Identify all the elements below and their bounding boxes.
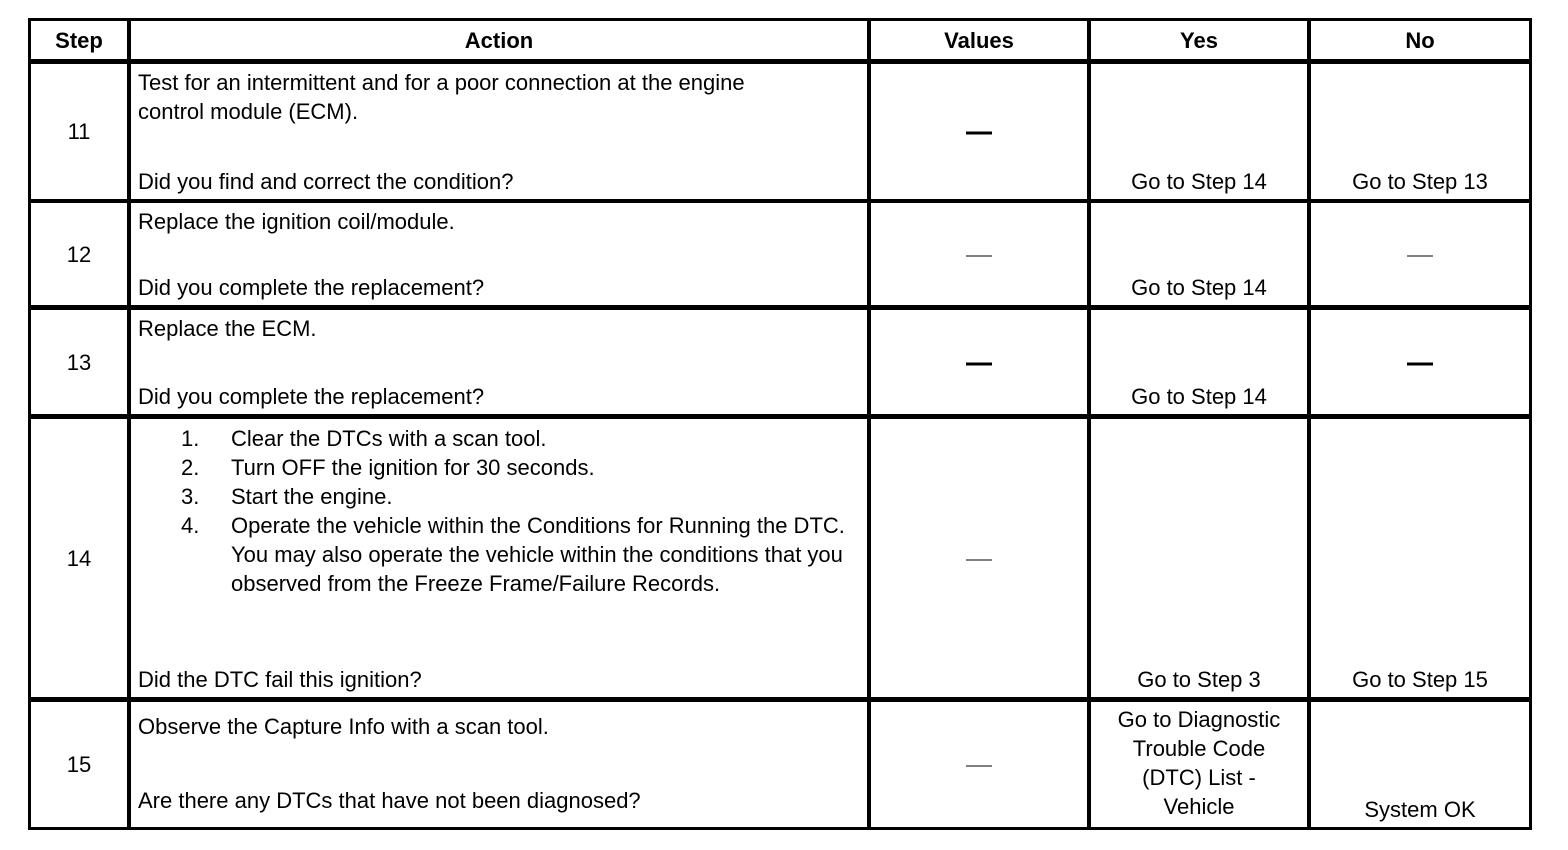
row-12-yes-text: Go to Step 14 [1131,275,1267,300]
em-dash [1407,362,1433,365]
diagnostic-table [28,18,1532,830]
header-step: Step [31,21,127,59]
row-13-no [1311,310,1529,414]
em-dash [966,766,992,767]
row-13-question: Did you complete the replacement? [138,384,485,409]
row-14-procedure-list [181,424,847,598]
row-13-action [131,310,867,414]
row-12-no [1311,203,1529,305]
row-12-step: 12 [31,203,127,305]
em-dash [966,559,992,560]
header-action: Action [131,21,867,59]
row-14-values [871,419,1087,697]
row-15-yes [1091,702,1307,827]
row-11-yes [1091,64,1307,199]
row-14-no [1311,419,1529,697]
row-12-action [131,203,867,305]
row-15-yes-line: Vehicle [1163,794,1235,819]
row-15-no [1311,702,1529,827]
row-12-values [871,203,1087,305]
row-15-no-text: System OK [1364,797,1476,822]
row-14-no-text: Go to Step 15 [1352,667,1488,692]
header-yes: Yes [1091,21,1307,59]
row-11-yes-text: Go to Step 14 [1131,169,1267,194]
list-item: 3. Start the engine. [181,484,393,509]
row-15-yes-line: Go to Diagnostic [1117,707,1281,732]
row-15-yes-line: (DTC) List - [1142,765,1256,790]
row-12-action-line: Replace the ignition coil/module. [138,209,455,234]
em-dash [966,132,992,135]
row-15-yes-line: Trouble Code [1132,736,1266,761]
em-dash [966,255,992,256]
row-14-yes-text: Go to Step 3 [1137,667,1261,692]
row-11-action-line: control module (ECM). [138,99,359,124]
header-values: Values [871,21,1087,59]
em-dash [1407,255,1433,256]
row-11-question: Did you find and correct the condition? [138,169,514,194]
row-13-values [871,310,1087,414]
list-item: 2. Turn OFF the ignition for 30 seconds. [181,455,595,480]
row-15-action [131,702,867,827]
row-11-no-text: Go to Step 13 [1352,169,1488,194]
row-15-step: 15 [31,702,127,827]
em-dash [966,362,992,365]
row-12-question: Did you complete the replacement? [138,275,485,300]
row-11-action [131,64,867,199]
list-item: 4. Operate the vehicle within the Conditions for Running the DTC. You may also operate the vehicle within the conditions that you observed from the Freeze Frame/Failure Records. [181,513,845,596]
row-13-step: 13 [31,310,127,414]
row-11-no [1311,64,1529,199]
row-11-action-line: Test for an intermittent and for a poor connection at the engine [138,70,745,95]
row-15-action-line: Observe the Capture Info with a scan tool. [138,714,549,739]
header-no: No [1311,21,1529,59]
row-13-yes-text: Go to Step 14 [1131,384,1267,409]
row-11-step: 11 [31,64,127,199]
row-12-yes [1091,203,1307,305]
row-15-question: Are there any DTCs that have not been diagnosed? [138,788,641,813]
row-13-action-line: Replace the ECM. [138,316,317,341]
row-13-yes [1091,310,1307,414]
row-11-values [871,64,1087,199]
row-14-yes [1091,419,1307,697]
list-item: 1. Clear the DTCs with a scan tool. [181,426,547,451]
row-14-action [131,419,867,697]
row-15-values [871,702,1087,827]
row-14-question: Did the DTC fail this ignition? [138,667,422,692]
row-14-step: 14 [31,419,127,697]
